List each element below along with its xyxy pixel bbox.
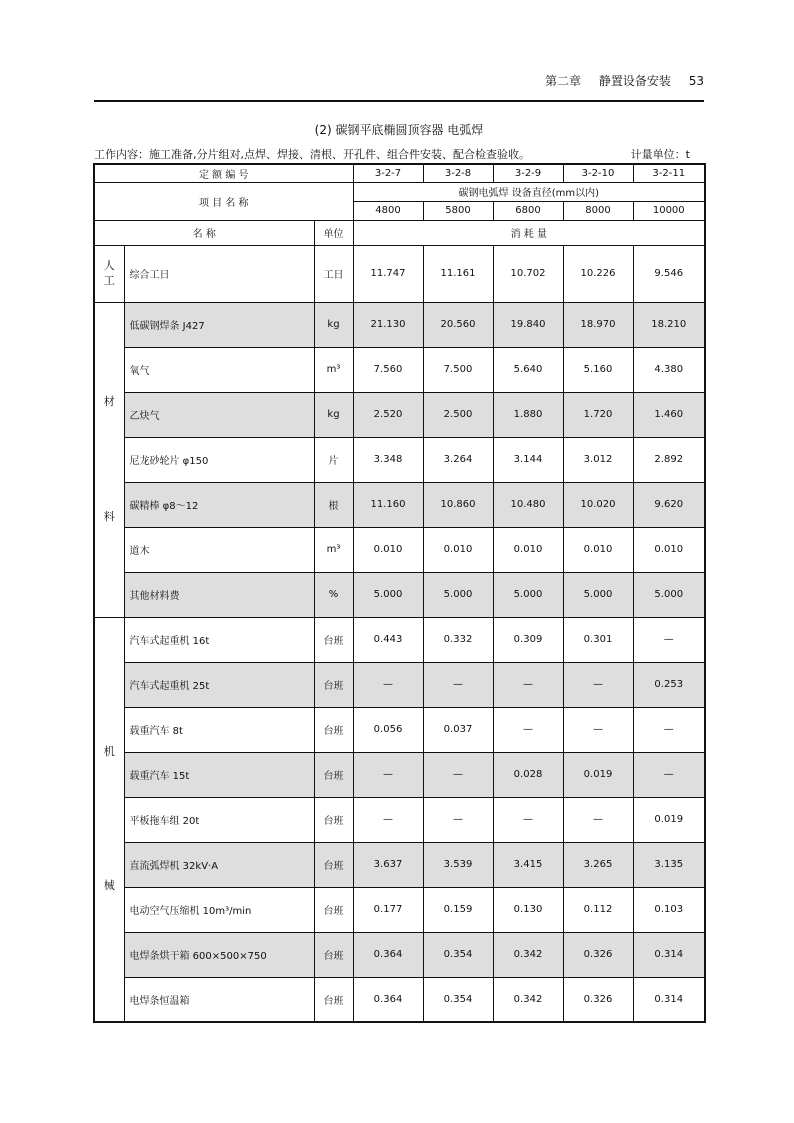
- value-cell: 0.010: [423, 527, 493, 572]
- header-rule: [94, 100, 704, 102]
- value-cell: 0.056: [353, 707, 423, 752]
- code-cell: 3-2-10: [563, 164, 633, 182]
- value-cell: 0.332: [423, 617, 493, 662]
- value-cell: 0.364: [353, 932, 423, 977]
- item-unit: 台班: [314, 842, 353, 887]
- diameter-cell: 6800: [493, 201, 563, 220]
- value-cell: 21.130: [353, 302, 423, 347]
- value-cell: 10.020: [563, 482, 633, 527]
- value-cell: 0.326: [563, 977, 633, 1022]
- item-unit: %: [314, 572, 353, 617]
- section-label: 静置设备安装: [598, 74, 671, 88]
- category-machine: 机 械: [94, 617, 124, 1022]
- value-cell: 10.702: [493, 245, 563, 302]
- value-cell: —: [423, 752, 493, 797]
- value-cell: 10.480: [493, 482, 563, 527]
- value-cell: 5.000: [563, 572, 633, 617]
- value-cell: 9.546: [633, 245, 705, 302]
- diameter-cell: 10000: [633, 201, 705, 220]
- work-content-line: [94, 146, 704, 162]
- value-cell: 18.210: [633, 302, 705, 347]
- value-cell: 5.000: [493, 572, 563, 617]
- value-cell: 3.264: [423, 437, 493, 482]
- table-row: [94, 977, 705, 1022]
- item-name-label: 项 目 名 称: [94, 182, 353, 220]
- item-name: 氧气: [124, 347, 314, 392]
- item-unit: 片: [314, 437, 353, 482]
- item-unit: 台班: [314, 752, 353, 797]
- code-cell: 3-2-8: [423, 164, 493, 182]
- measure-unit: 计量单位：t: [630, 148, 690, 161]
- name-header: 名 称: [94, 220, 314, 245]
- code-cell: 3-2-11: [633, 164, 705, 182]
- item-name: 载重汽车 8t: [124, 707, 314, 752]
- value-cell: —: [563, 797, 633, 842]
- category-labor: 人 工: [94, 245, 124, 302]
- value-cell: 5.000: [423, 572, 493, 617]
- value-cell: —: [423, 797, 493, 842]
- work-content: 工作内容：施工准备,分片组对,点焊、焊接、清根、开孔件、组合件安装、配合检查验收。: [94, 148, 530, 161]
- value-cell: 0.177: [353, 887, 423, 932]
- table-row: [94, 392, 705, 437]
- value-cell: 2.500: [423, 392, 493, 437]
- unit-header: 单位: [314, 220, 353, 245]
- value-cell: 3.135: [633, 842, 705, 887]
- value-cell: 0.112: [563, 887, 633, 932]
- running-header: [94, 72, 704, 92]
- value-cell: —: [563, 662, 633, 707]
- value-cell: 5.160: [563, 347, 633, 392]
- item-unit: 台班: [314, 797, 353, 842]
- item-name: 尼龙砂轮片 φ150: [124, 437, 314, 482]
- table-row: [94, 842, 705, 887]
- group-label: 碳钢电弧焊 设备直径(mm以内): [353, 182, 705, 201]
- value-cell: —: [493, 707, 563, 752]
- value-cell: 0.314: [633, 932, 705, 977]
- quota-code-label: 定 额 编 号: [94, 164, 353, 182]
- value-cell: 10.860: [423, 482, 493, 527]
- diameter-cell: 8000: [563, 201, 633, 220]
- value-cell: 5.000: [353, 572, 423, 617]
- value-cell: 1.460: [633, 392, 705, 437]
- value-cell: 3.144: [493, 437, 563, 482]
- table-row: [94, 887, 705, 932]
- value-cell: 0.037: [423, 707, 493, 752]
- value-cell: 5.000: [633, 572, 705, 617]
- value-cell: 4.380: [633, 347, 705, 392]
- value-cell: 0.019: [563, 752, 633, 797]
- value-cell: 10.226: [563, 245, 633, 302]
- value-cell: 0.314: [633, 977, 705, 1022]
- value-cell: 2.520: [353, 392, 423, 437]
- value-cell: 0.010: [353, 527, 423, 572]
- value-cell: 0.028: [493, 752, 563, 797]
- item-name: 乙炔气: [124, 392, 314, 437]
- item-unit: kg: [314, 302, 353, 347]
- value-cell: 3.348: [353, 437, 423, 482]
- item-name: 道木: [124, 527, 314, 572]
- value-cell: —: [423, 662, 493, 707]
- item-name: 汽车式起重机 16t: [124, 617, 314, 662]
- diameter-cell: 5800: [423, 201, 493, 220]
- value-cell: —: [353, 752, 423, 797]
- value-cell: —: [353, 662, 423, 707]
- value-cell: 2.892: [633, 437, 705, 482]
- value-cell: 20.560: [423, 302, 493, 347]
- chapter-label: 第二章: [545, 74, 582, 88]
- quota-table: [93, 163, 706, 1023]
- value-cell: 0.010: [633, 527, 705, 572]
- item-unit: 台班: [314, 977, 353, 1022]
- item-unit: m³: [314, 347, 353, 392]
- value-cell: 0.342: [493, 932, 563, 977]
- item-name: 汽车式起重机 25t: [124, 662, 314, 707]
- table-row: [94, 572, 705, 617]
- value-cell: 0.309: [493, 617, 563, 662]
- column-header-row: [94, 220, 705, 245]
- item-name: 电焊条恒温箱: [124, 977, 314, 1022]
- diameter-cell: 4800: [353, 201, 423, 220]
- value-cell: 1.720: [563, 392, 633, 437]
- item-name: 平板拖车组 20t: [124, 797, 314, 842]
- item-name: 电动空气压缩机 10m³/min: [124, 887, 314, 932]
- value-cell: 0.354: [423, 977, 493, 1022]
- value-cell: 0.019: [633, 797, 705, 842]
- value-cell: 0.342: [493, 977, 563, 1022]
- value-cell: 18.970: [563, 302, 633, 347]
- value-cell: 0.159: [423, 887, 493, 932]
- table-row: [94, 347, 705, 392]
- item-name: 碳精棒 φ8～12: [124, 482, 314, 527]
- value-cell: —: [633, 617, 705, 662]
- table-row: [94, 245, 705, 302]
- value-cell: 3.415: [493, 842, 563, 887]
- table-row: [94, 482, 705, 527]
- value-cell: 3.012: [563, 437, 633, 482]
- value-cell: —: [493, 662, 563, 707]
- item-unit: 台班: [314, 707, 353, 752]
- value-cell: 9.620: [633, 482, 705, 527]
- table-row: [94, 302, 705, 347]
- item-unit: kg: [314, 392, 353, 437]
- table-row: [94, 707, 705, 752]
- item-name: 综合工日: [124, 245, 314, 302]
- value-cell: 11.747: [353, 245, 423, 302]
- item-name: 低碳钢焊条 J427: [124, 302, 314, 347]
- value-cell: 0.010: [493, 527, 563, 572]
- value-cell: 0.103: [633, 887, 705, 932]
- item-name: 电焊条烘干箱 600×500×750: [124, 932, 314, 977]
- value-cell: —: [633, 707, 705, 752]
- item-name: 其他材料费: [124, 572, 314, 617]
- value-cell: 0.354: [423, 932, 493, 977]
- value-cell: —: [563, 707, 633, 752]
- table-row: [94, 932, 705, 977]
- value-cell: 0.253: [633, 662, 705, 707]
- table-title: (2) 碳钢平底椭圆顶容器 电弧焊: [314, 123, 484, 137]
- value-cell: 5.640: [493, 347, 563, 392]
- item-unit: 根: [314, 482, 353, 527]
- table-row: [94, 797, 705, 842]
- value-cell: 1.880: [493, 392, 563, 437]
- table-row: [94, 617, 705, 662]
- value-cell: 0.326: [563, 932, 633, 977]
- code-cell: 3-2-7: [353, 164, 423, 182]
- table-row: [94, 662, 705, 707]
- value-cell: 3.637: [353, 842, 423, 887]
- value-cell: —: [353, 797, 423, 842]
- value-cell: 0.130: [493, 887, 563, 932]
- value-cell: 11.161: [423, 245, 493, 302]
- item-unit: 工日: [314, 245, 353, 302]
- table-row: [94, 527, 705, 572]
- value-cell: 0.301: [563, 617, 633, 662]
- code-row: [94, 164, 705, 182]
- value-cell: 11.160: [353, 482, 423, 527]
- value-cell: 0.443: [353, 617, 423, 662]
- category-material: 材 料: [94, 302, 124, 617]
- table-row: [94, 437, 705, 482]
- consume-header: 消 耗 量: [353, 220, 705, 245]
- value-cell: 19.840: [493, 302, 563, 347]
- page-number: 53: [688, 74, 704, 88]
- value-cell: —: [633, 752, 705, 797]
- value-cell: —: [493, 797, 563, 842]
- value-cell: 3.539: [423, 842, 493, 887]
- item-unit: m³: [314, 527, 353, 572]
- item-unit: 台班: [314, 662, 353, 707]
- value-cell: 7.560: [353, 347, 423, 392]
- item-name: 直流弧焊机 32kV·A: [124, 842, 314, 887]
- value-cell: 0.010: [563, 527, 633, 572]
- value-cell: 0.364: [353, 977, 423, 1022]
- value-cell: 7.500: [423, 347, 493, 392]
- code-cell: 3-2-9: [493, 164, 563, 182]
- table-row: [94, 752, 705, 797]
- item-unit: 台班: [314, 932, 353, 977]
- item-unit: 台班: [314, 617, 353, 662]
- group-row: [94, 182, 705, 201]
- item-name: 载重汽车 15t: [124, 752, 314, 797]
- value-cell: 3.265: [563, 842, 633, 887]
- item-unit: 台班: [314, 887, 353, 932]
